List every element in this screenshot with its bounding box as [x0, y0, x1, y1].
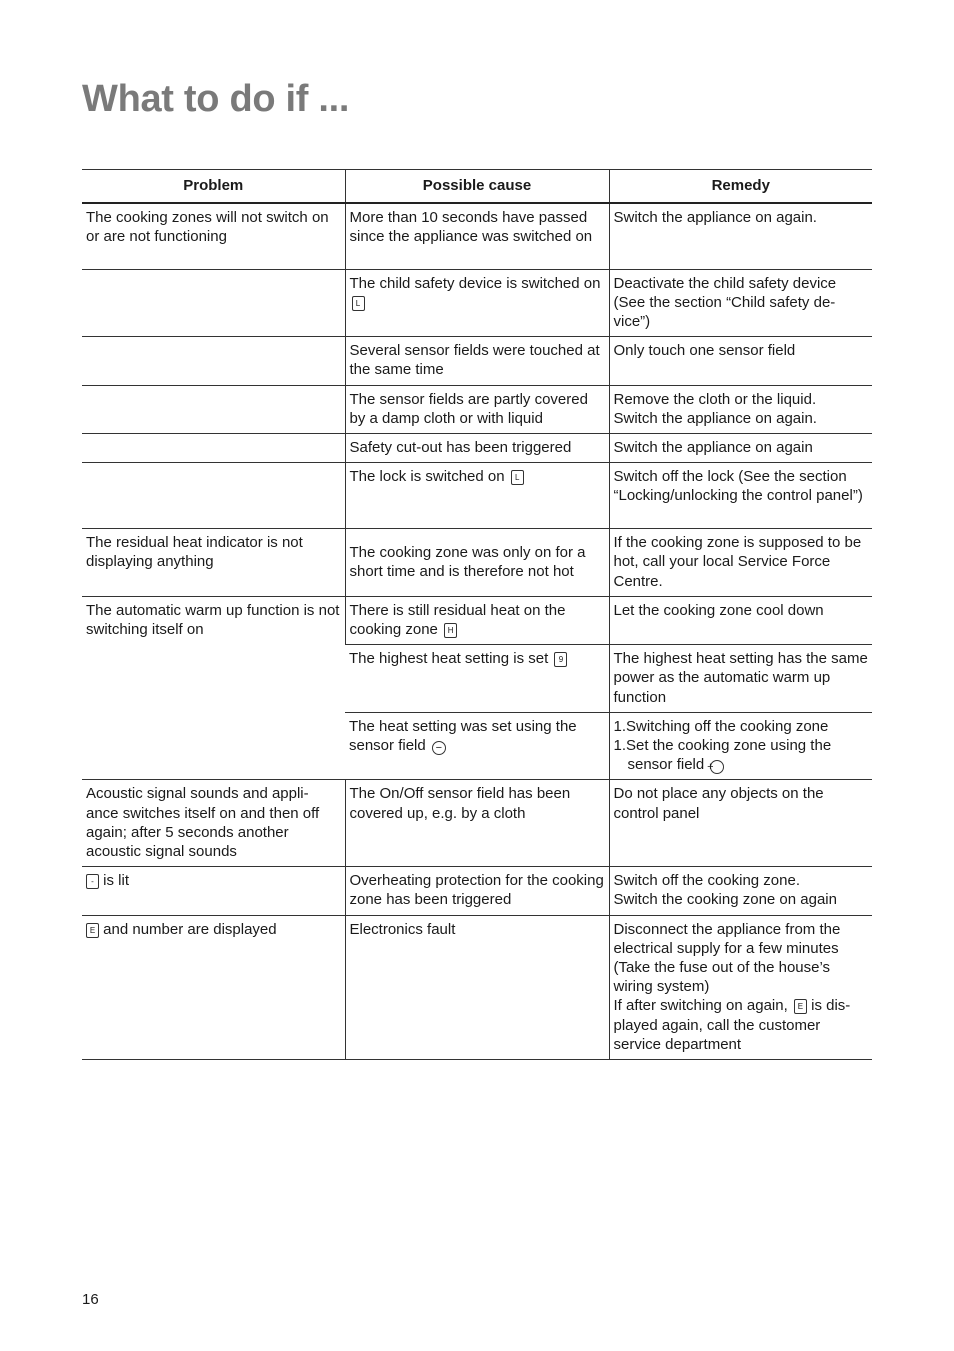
- page-number: 16: [82, 1291, 99, 1308]
- minus-circle-icon: −: [432, 741, 446, 755]
- table-row: [82, 915, 872, 1059]
- table-row: [82, 269, 872, 337]
- lock-symbol-icon: L: [511, 470, 524, 485]
- problem-cell: [82, 269, 345, 337]
- remedy-cell: Deactivate the child safety device (See the section “Child safety de-vice”): [609, 269, 872, 337]
- problem-cell: The residual heat indicator is not displaying anything: [86, 534, 303, 571]
- remedy-cell: Switch off the lock (See the section “Locking/unlocking the control panel”): [609, 463, 872, 529]
- remedy-cell: Let the cooking zone cool down: [609, 596, 872, 644]
- remedy-step: 1.Set the cooking zone using the sensor field +: [613, 736, 832, 774]
- remedy-cell: The highest heat setting has the same power as the automatic warm up function: [609, 645, 872, 713]
- residual-heat-symbol-icon: H: [444, 623, 457, 638]
- cause-cell: There is still residual heat on the cooking zone H: [345, 596, 609, 644]
- remedy-cell: Remove the cloth or the liquid. Switch the appliance on again.: [609, 385, 872, 433]
- cause-cell: Safety cut-out has been triggered: [345, 433, 609, 462]
- cause-cell: Electronics fault: [345, 915, 609, 1059]
- table-row: [82, 867, 872, 915]
- page-title: What to do if ...: [82, 78, 350, 120]
- remedy-cell: [609, 712, 872, 780]
- header-cause: Possible cause: [345, 170, 609, 204]
- remedy-cell: Switch the appliance on again: [609, 433, 872, 462]
- problem-cell: - is lit: [82, 867, 345, 915]
- table-row: [82, 433, 872, 462]
- problem-cell: [82, 337, 345, 385]
- problem-cell: E and number are displayed: [82, 915, 345, 1059]
- error-symbol-icon: E: [86, 923, 99, 938]
- problem-cell: Acoustic signal sounds and appli-ance switches itself on and then off again; after 5 seconds another acoustic signal sounds: [86, 785, 320, 860]
- lock-symbol-icon: L: [352, 296, 365, 311]
- remedy-cell: Disconnect the appliance from the electrical supply for a few minutes (Take the fuse out of the house’s wiring system) If after switching on again, E is dis-played again, call the customer service department: [609, 915, 872, 1059]
- remedy-cell: Only touch one sensor field: [609, 337, 872, 385]
- problem-cell: The automatic warm up function is not switching itself on: [86, 601, 340, 638]
- overheat-symbol-icon: -: [86, 874, 99, 889]
- remedy-cell: If the cooking zone is supposed to be hot, call your local Service Force Centre.: [609, 529, 872, 597]
- remedy-cell: Switch off the cooking zone. Switch the cooking zone on again: [609, 867, 872, 915]
- problem-cell: [82, 463, 345, 529]
- cause-cell: Several sensor fields were touched at the same time: [345, 337, 609, 385]
- table-row: [82, 385, 872, 433]
- table-row: [82, 463, 872, 529]
- table-row: [82, 529, 872, 597]
- cause-cell: The child safety device is switched on L: [345, 269, 609, 337]
- table-row: [82, 203, 872, 269]
- cause-cell: The On/Off sensor field has been covered up, e.g. by a cloth: [345, 780, 609, 867]
- table-header-row: [82, 170, 872, 204]
- plus-circle-icon: +: [710, 760, 724, 774]
- table-row: [82, 596, 872, 644]
- cause-cell: More than 10 seconds have passed since the appliance was switched on: [345, 203, 609, 269]
- table-row: [82, 337, 872, 385]
- header-remedy: Remedy: [609, 170, 872, 204]
- cause-cell: Overheating protection for the cooking zone has been triggered: [345, 867, 609, 915]
- remedy-step: 1.Switching off the cooking zone: [613, 717, 829, 735]
- problem-cell: [82, 433, 345, 462]
- cause-cell: The heat setting was set using the sensor field −: [349, 717, 577, 754]
- cause-cell: The highest heat setting is set 9: [345, 645, 609, 713]
- problem-cell: [82, 385, 345, 433]
- heat-setting-9-symbol-icon: 9: [554, 652, 567, 667]
- cause-cell: The sensor fields are partly covered by a damp cloth or with liquid: [345, 385, 609, 433]
- problem-cell: The cooking zones will not switch on or are not functioning: [86, 209, 329, 246]
- header-problem: Problem: [183, 177, 244, 195]
- cause-cell: The cooking zone was only on for a short time and is therefore not hot: [345, 529, 609, 597]
- remedy-cell: Switch the appliance on again.: [609, 203, 872, 269]
- remedy-cell: Do not place any objects on the control panel: [609, 780, 872, 867]
- troubleshooting-table: [82, 169, 872, 1060]
- table-row: [82, 780, 872, 867]
- cause-cell: The lock is switched on L: [345, 463, 609, 529]
- error-symbol-icon: E: [794, 999, 807, 1014]
